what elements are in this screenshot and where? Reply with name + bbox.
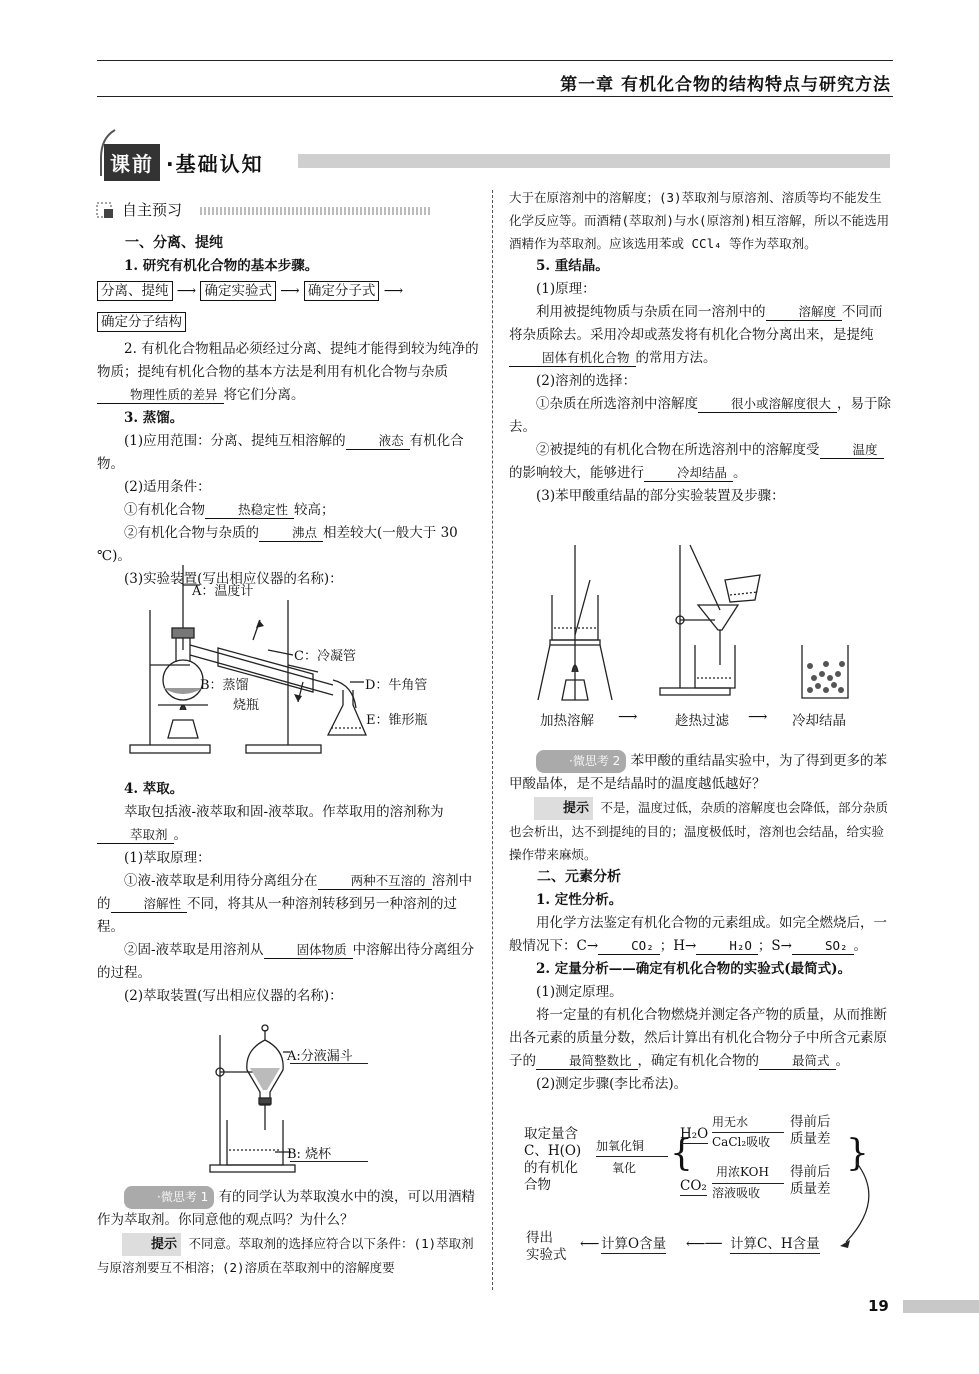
arrow-icon: ⟶ (748, 709, 768, 725)
flow-box-2: 确定实验式 (200, 281, 276, 301)
calc-ch: 计算C、H含量 (730, 1236, 820, 1252)
step-4: 4. 萃取。 (124, 781, 184, 797)
flow-final (526, 1230, 567, 1264)
t: ②被提纯的有机化合物在所选溶剂中的溶解度受 (536, 442, 820, 458)
blank-extractant: 萃取剂 (97, 826, 174, 844)
element-1: 1. 定性分析。 (536, 892, 623, 908)
t: 利用被提纯物质与杂质在同一溶剂中的 (536, 304, 766, 320)
t: (1)应用范围：分离、提纯互相溶解的 (124, 433, 346, 449)
hint-2-tag: 提示 (534, 797, 593, 820)
flow-row-2 (97, 311, 479, 334)
para-5-2a (509, 393, 892, 439)
element-2: 2. 定量分析——确定有机化合物的实验式(最简式)。 (536, 961, 852, 977)
think-2-text: 苯甲酸的重结晶实验中，为了得到更多的苯甲酸晶体，是不是结晶时的温度越低越好？ (509, 753, 888, 792)
subsection-bar (200, 207, 432, 215)
down-arrow-icon (294, 694, 302, 702)
t: C→ (576, 938, 599, 954)
chapter-title: 第一章 有机化合物的结构特点与研究方法 (560, 75, 891, 95)
t: 。 (733, 465, 747, 481)
heading-element-analysis: 二、元素分析 (537, 869, 621, 885)
t: ①杂质在所选溶剂中溶解度 (536, 396, 698, 412)
arrow-icon: ⟶ (280, 283, 304, 299)
t: 相差较大(一般大于 30 ℃)。 (97, 525, 458, 564)
blank-boiling: 沸点 (259, 524, 323, 542)
flow-chart (97, 280, 479, 303)
t: C、H(O) (524, 1143, 582, 1159)
t: 得出 (526, 1230, 553, 1246)
t: ；H→ (659, 938, 697, 954)
t: 的常用方法。 (635, 350, 717, 366)
t: ；S→ (757, 938, 792, 954)
blank-cool-crystal: 冷却结晶 (644, 464, 733, 482)
column-divider (492, 190, 493, 1290)
t: 萃取包括液-液萃取和固-液萃取。作萃取用的溶剂称为 (124, 804, 444, 820)
think-1-tag: ·微思考 1 (124, 1186, 214, 1209)
label-a-underline (290, 1063, 368, 1064)
right-column-2 (509, 750, 892, 1096)
label-b-underline (290, 1161, 368, 1162)
res2 (790, 1164, 831, 1198)
hint-2-text: 不是，温度过低，杂质的溶解度也会降低，部分杂质也会析出，达不到提纯的目的；温度极低时，溶剂也会结晶，给实验操作带来麻烦。 (509, 800, 889, 862)
think-1 (97, 1186, 479, 1232)
label-a-thermometer: A：温度计 (192, 584, 254, 599)
t: ②固-液萃取是用溶剂从 (124, 942, 264, 958)
hint-1-tag: 提示 (122, 1233, 181, 1256)
para-4 (97, 801, 479, 847)
element-2-1: (1)测定原理。 (536, 984, 623, 1000)
t: 。 (853, 938, 868, 954)
para-4-2: (2)萃取装置(写出相应仪器的名称)： (124, 988, 343, 1004)
t: 不同而将杂质除去。采用冷却或蒸发将有机化合物分离出来，是提纯 (509, 304, 883, 343)
element-2-1a (509, 1004, 892, 1073)
brace-right-icon: } (846, 1133, 869, 1174)
para-5-3: (3)苯甲酸重结晶的部分实验装置及步骤： (536, 488, 785, 504)
left-column-2 (97, 778, 479, 1008)
arrow-line (596, 1156, 668, 1157)
t: ，确定有机化合物的 (637, 1053, 760, 1069)
think-2-tag: ·微思考 2 (536, 750, 626, 773)
label-b-flask-2: 烧瓶 (233, 698, 260, 713)
blank-solid: 固体物质 (264, 941, 353, 959)
flow-box-1: 分离、提纯 (97, 281, 173, 301)
t: 用化学方法鉴定有机化合物的元素组成。如完全燃烧后，一般情况下： (509, 915, 887, 954)
t: 。 (835, 1053, 850, 1069)
blank-small-large: 很小或溶解度很大 (698, 395, 837, 413)
crystals (807, 661, 845, 693)
label-b-flask: B：蒸馏 (200, 678, 249, 693)
para-5-1: (1)原理： (536, 281, 596, 297)
res1 (790, 1114, 831, 1148)
blank-thermal: 热稳定性 (205, 501, 294, 519)
para-2-tail: 将它们分离。 (223, 387, 305, 403)
t: ①有机化合物 (124, 502, 205, 518)
step-cool: 冷却结晶 (792, 713, 846, 729)
t: ②有机化合物与杂质的 (124, 525, 259, 541)
t: 质量差 (790, 1181, 831, 1197)
h2o-label: H₂O (680, 1126, 709, 1142)
t: 用浓KOH (716, 1165, 769, 1179)
right-column (509, 186, 892, 508)
para-3-2: (2)适用条件： (124, 479, 211, 495)
step-1 (97, 255, 479, 278)
distillation-apparatus (128, 560, 448, 760)
para-4-1: (1)萃取原理： (124, 850, 211, 866)
t: 质量差 (790, 1131, 831, 1147)
arrow-icon: ⟶ (618, 709, 638, 725)
blank-temperature: 温度 (820, 441, 884, 459)
blank-immiscible: 两种不互溶的 (318, 872, 432, 890)
arrow-label-top: 加氧化铜 (596, 1139, 645, 1153)
header-bottom-rule (97, 96, 893, 97)
section-bar (298, 154, 890, 168)
step-filter: 趁热过滤 (675, 713, 729, 729)
arrow-icon: ⟶ (176, 283, 201, 299)
t: 得前后 (790, 1114, 831, 1130)
arrow-label-bot: 氧化 (612, 1161, 637, 1175)
hint-2 (509, 796, 892, 866)
para-3-2a (97, 499, 479, 522)
step-5: 5. 重结晶。 (536, 258, 609, 274)
blank-formula: 最简式 (759, 1052, 836, 1070)
brace-icon: { (670, 1133, 693, 1174)
t: 合物 (524, 1177, 551, 1193)
arrow-icon: ⟵ (580, 1236, 600, 1252)
blank-solid-organic: 固体有机化合物 (509, 349, 636, 367)
t: 的有机化 (524, 1160, 578, 1176)
section-tag: 课前 (104, 144, 160, 181)
liebig-flow (508, 1108, 898, 1278)
arrow-line (712, 1132, 784, 1133)
t: 溶液吸收 (712, 1186, 761, 1200)
step-heat: 加热溶解 (540, 713, 594, 729)
label-d-adapter: D：牛角管 (365, 678, 428, 693)
t: 用无水 (712, 1115, 749, 1129)
para-5-1a (509, 301, 892, 370)
element-2-2: (2)测定步骤(李比希法)。 (536, 1076, 688, 1092)
flow-box-3: 确定分子式 (304, 281, 380, 301)
t: 的影响较大，能够进行 (509, 465, 644, 481)
hint-1-text: 不同意。萃取剂的选择应符合以下条件：(1)萃取剂与原溶剂要互不相溶；(2)溶质在萃取剂中的溶解度要 (97, 1236, 474, 1275)
t: 取定量含 (524, 1126, 578, 1142)
label-c-condenser: C：冷凝管 (294, 649, 356, 664)
para-2-text: 2. 有机化合物粗品必须经过分离、提纯才能得到较为纯净的物质；提纯有机化合物的基本方法是利用有机化合物与杂质 (97, 341, 479, 380)
t: 中溶解出待分离组分的过程。 (97, 942, 475, 981)
recrystal-steps (530, 706, 875, 732)
page-number: 19 (868, 1297, 889, 1315)
flow-start (524, 1126, 581, 1194)
blank-co2: CO₂ (598, 937, 660, 955)
label-b-beaker: B: 烧杯 (287, 1147, 332, 1162)
think-1-block (97, 1186, 479, 1279)
curve-arrow-icon (826, 1160, 886, 1250)
preview-icon (95, 200, 117, 220)
para-5-2b (509, 439, 892, 485)
up-arrow-icon (256, 620, 264, 628)
section-title: ·基础认知 (166, 152, 264, 176)
para-5-2: (2)溶剂的选择： (536, 373, 637, 389)
t: 溶剂中的 (97, 873, 473, 912)
hint-1 (97, 1232, 479, 1279)
heading-separation: 一、分离、提纯 (125, 235, 223, 251)
t: 实验式 (526, 1247, 567, 1263)
t: 得前后 (790, 1164, 831, 1180)
t: CaCl₂吸收 (712, 1135, 771, 1149)
element-1a (509, 912, 892, 958)
step-1-text: 1. 研究有机化合物的基本步骤。 (124, 258, 319, 274)
arrow-line (712, 1183, 784, 1184)
para-4-1b (97, 939, 479, 985)
arrow-icon: ⟵── (686, 1236, 722, 1252)
blank-liquid: 液态 (346, 432, 410, 450)
page-bar (903, 1300, 979, 1313)
blank-so2: SO₂ (792, 937, 854, 955)
blank-physical-diff: 物理性质的差异 (97, 386, 224, 404)
label-e-flask: E：锥形瓶 (366, 713, 428, 728)
t: 将一定量的有机化合物燃烧并测定各产物的质量，从而推断出各元素的质量分数，然后计算出有机化合物分子中所含元素原子的 (509, 1007, 887, 1069)
t: 不同，将其从一种溶剂转移到另一种溶剂的过程。 (97, 896, 458, 935)
t: 较高； (294, 502, 335, 518)
hint-1-cont: 大于在原溶剂中的溶解度；(3)萃取剂与原溶剂、溶质等均不能发生化学反应等。而酒精(萃取剂)与水(原溶剂)相互溶解，所以不能选用酒精作为萃取剂。应该选用苯或 CCl₄ 等作为萃取剂。 (509, 190, 890, 251)
para-3-1 (97, 430, 479, 476)
blank-ratio: 最简整数比 (536, 1052, 638, 1070)
t: 有机化合物。 (97, 433, 464, 472)
para-4-1a (97, 870, 479, 939)
para-3-3: (3)实验装置(写出相应仪器的名称)： (124, 571, 343, 587)
left-column (97, 232, 479, 591)
calc-o: 计算O含量 (601, 1236, 667, 1252)
t: ，易于除去。 (509, 396, 892, 435)
label-a-funnel: A:分液漏斗 (287, 1049, 353, 1064)
blank-solubility-2: 溶解度 (766, 303, 843, 321)
recrystallization-apparatus (530, 540, 870, 710)
think-2 (509, 750, 892, 796)
blank-solubility: 溶解性 (111, 895, 188, 913)
t: 。 (173, 827, 188, 843)
think-1-text: 有的同学认为萃取溴水中的溴，可以用酒精作为萃取剂。你同意他的观点吗？为什么？ (97, 1189, 476, 1228)
flow-box-4: 确定分子结构 (97, 312, 186, 332)
header-top-rule (97, 60, 893, 61)
para-2 (97, 338, 479, 407)
t: ①液-液萃取是利用待分离组分在 (124, 873, 318, 889)
step-3: 3. 蒸馏。 (124, 410, 184, 426)
subsection-title: 自主预习 (122, 201, 183, 219)
blank-h2o: H₂O (696, 937, 758, 955)
co2-label: CO₂ (680, 1178, 707, 1194)
arrow-icon: ⟶ (383, 283, 404, 299)
